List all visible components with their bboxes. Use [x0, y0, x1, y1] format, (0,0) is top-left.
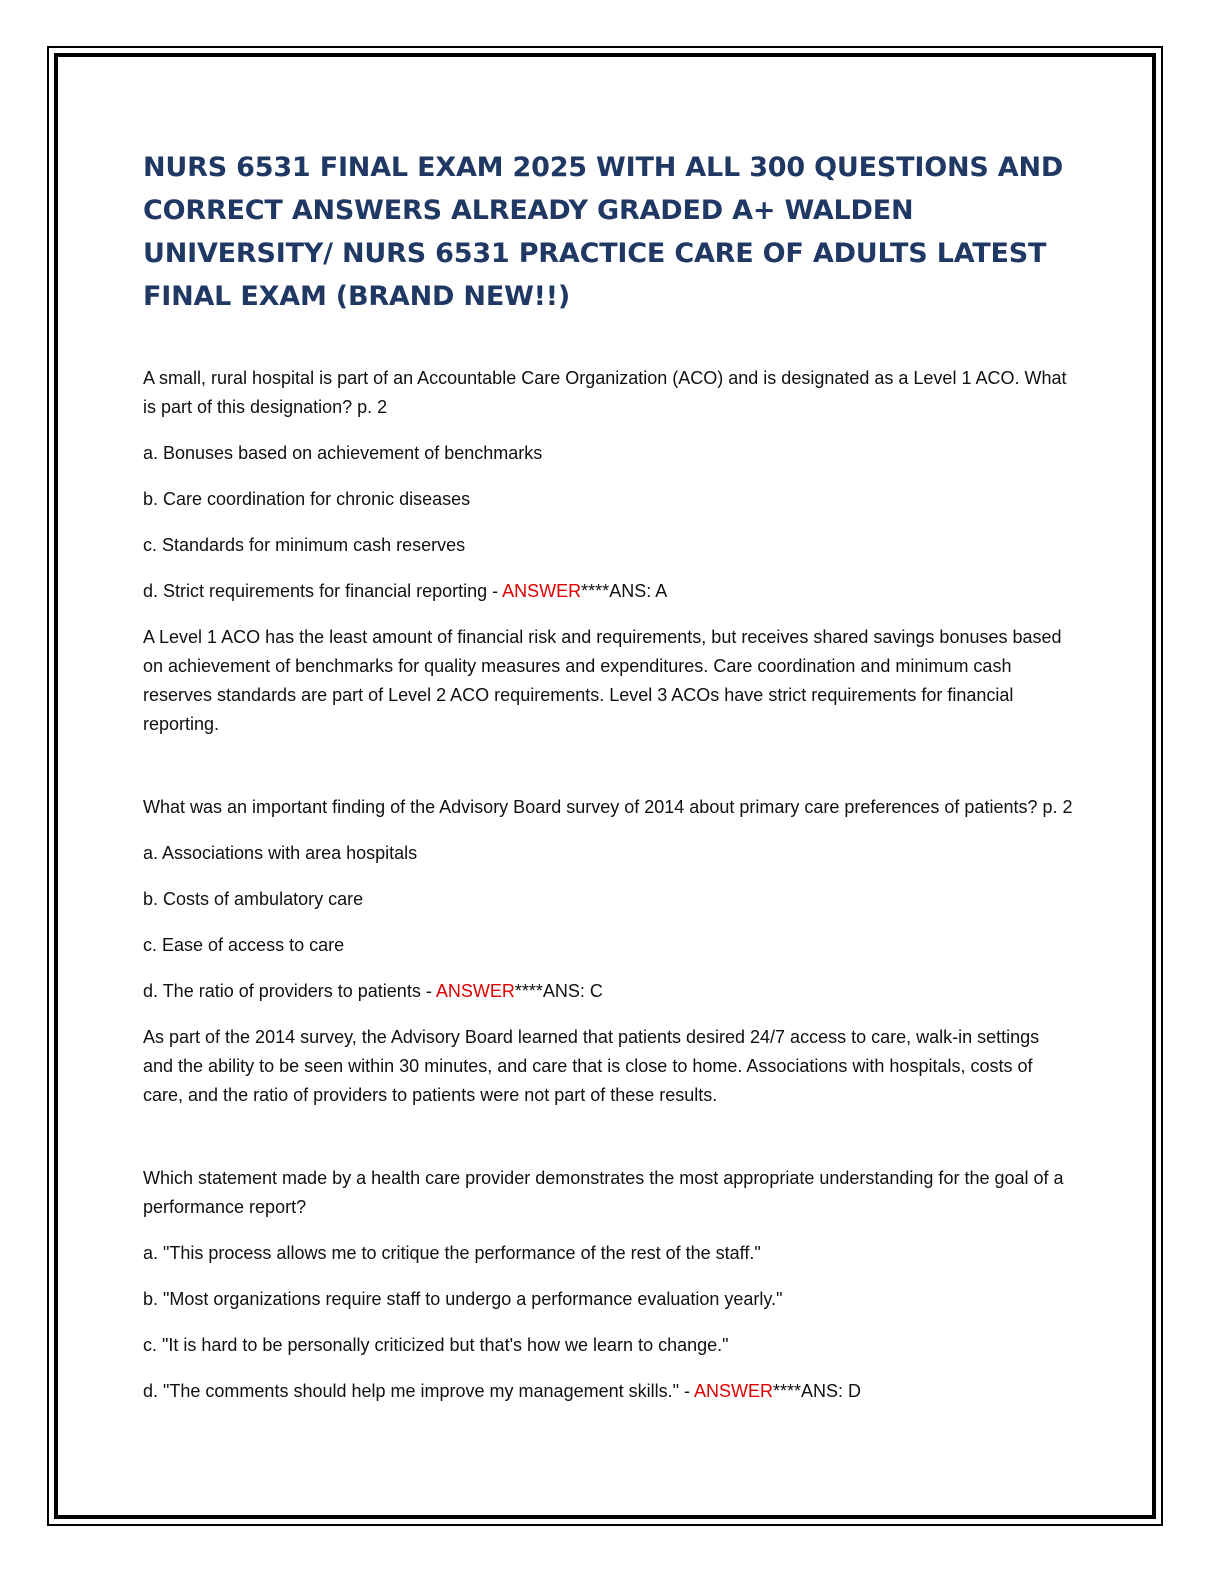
question-stem: What was an important finding of the Advisory Board survey of 2014 about primary care preferences of patients? p. 2	[143, 797, 1073, 817]
option-d: d. The ratio of providers to patients -	[143, 981, 436, 1001]
option-b: b. Costs of ambulatory care	[143, 889, 364, 909]
rationale: A Level 1 ACO has the least amount of financial risk and requirements, but receives shared savings bonuses based on achievement of benchmarks for quality measures and expenditures. Care coordination and minimum cash reserves standards are part of Level 2 ACO requirements. Level 3 ACOs have strict requirements for financial reporting.	[143, 627, 1062, 734]
option-d: d. "The comments should help me improve my management skills." -	[143, 1381, 694, 1401]
document-title: NURS 6531 FINAL EXAM 2025 WITH ALL 300 QUESTIONS AND CORRECT ANSWERS ALREADY GRADED A+ WALDEN UNIVERSITY/ NURS 6531 PRACTICE CARE OF ADULTS LATEST FINAL EXAM (BRAND NEW!!)	[143, 152, 1064, 312]
document-body	[143, 146, 1073, 1423]
question-stem: A small, rural hospital is part of an Accountable Care Organization (ACO) and is designated as a Level 1 ACO. What is part of this designation? p. 2	[143, 368, 1067, 417]
option-b: b. "Most organizations require staff to undergo a performance evaluation yearly."	[143, 1289, 783, 1309]
answer-value: ****ANS: C	[514, 981, 603, 1001]
option-b: b. Care coordination for chronic diseases	[143, 489, 471, 509]
question-1	[143, 364, 1073, 739]
option-d: d. Strict requirements for financial reporting -	[143, 581, 503, 601]
question-2	[143, 793, 1073, 1110]
option-a: a. "This process allows me to critique the performance of the rest of the staff."	[143, 1243, 761, 1263]
option-a: a. Associations with area hospitals	[143, 843, 418, 863]
option-c: c. Standards for minimum cash reserves	[143, 535, 466, 555]
answer-label: ANSWER	[435, 981, 515, 1001]
option-c: c. "It is hard to be personally criticized but that's how we learn to change."	[143, 1335, 729, 1355]
answer-value: ****ANS: D	[773, 1381, 862, 1401]
question-3	[143, 1164, 1073, 1406]
rationale: As part of the 2014 survey, the Advisory Board learned that patients desired 24/7 access to care, walk-in settings and the ability to be seen within 30 minutes, and care that is close to home. Associations with hospitals, costs of care, and the ratio of providers to patients were not part of these results.	[143, 1027, 1040, 1105]
option-c: c. Ease of access to care	[143, 935, 345, 955]
option-d-with-answer	[143, 977, 1073, 1006]
option-a: a. Bonuses based on achievement of benchmarks	[143, 443, 543, 463]
option-d-with-answer	[143, 1377, 1073, 1406]
answer-label: ANSWER	[694, 1381, 774, 1401]
answer-value: ****ANS: A	[581, 581, 668, 601]
question-stem: Which statement made by a health care provider demonstrates the most appropriate understanding for the goal of a performance report?	[143, 1168, 1064, 1217]
option-d-with-answer	[143, 577, 1073, 606]
answer-label: ANSWER	[502, 581, 582, 601]
